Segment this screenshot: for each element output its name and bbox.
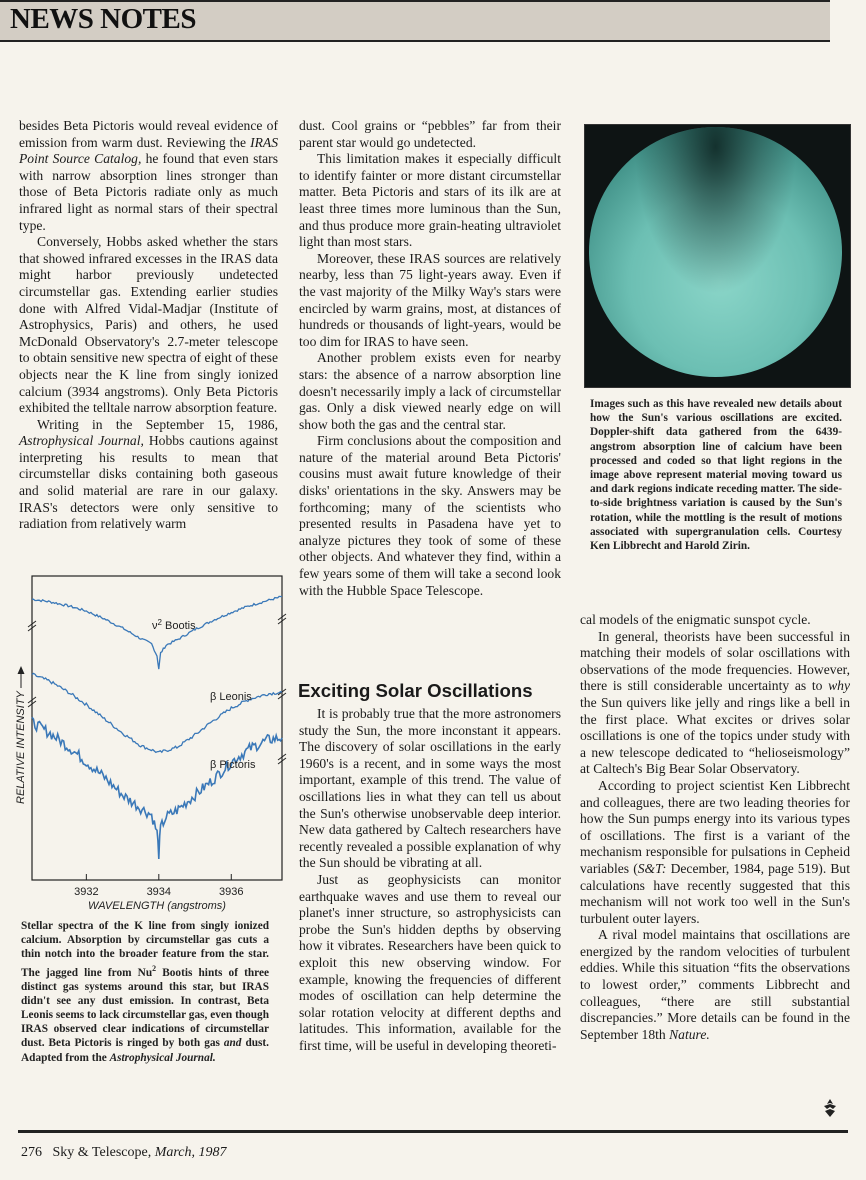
series-line-2: [32, 673, 282, 752]
chart-x-ticks: [74, 874, 243, 898]
figure-caption: [21, 919, 269, 1065]
issue-date: March, 1987: [154, 1145, 227, 1160]
text-run: he found that even stars with narrow absorption lines stronger than those of Beta Pictoris radiate only as much infrared light as normal stars of their spectral type.: [19, 151, 278, 233]
series-line-1: [32, 596, 282, 669]
text-run: 2: [152, 963, 157, 973]
col2-paragraph-5: Firm conclusions about the composition and nature of the material around Beta Pictoris' cousins must await future knowledge of their disks' orientations in the sky. Answers may be forthcoming; many of the scientists who presented results in Pasadena have yet to analyze pictures they took of some of these other objects. And whatever they find, within a few years some of them will take a second look with the Hubble Space Telescope.: [299, 433, 561, 598]
col3-paragraph-3: [580, 778, 850, 927]
chart-y-label: RELATIVE INTENSITY: [15, 691, 27, 804]
col2b-paragraph-2: Just as geophysicists can monitor earthquake waves and use them to reveal our planet's inner structure, so astrophysicists can probe the Sun's hidden depths by observing how it vibrates. Researchers have been quick to exploit this new observing window. For example, knowing the frequencies of different modes of oscillation can help determine the solar rotation velocity at different depths and latitudes. This information, available for the first time, will be useful in developing theoreti-: [299, 871, 561, 1053]
x-tick-label: 3936: [219, 886, 244, 898]
page-footer: [21, 1145, 227, 1161]
end-mark-icon: [820, 1098, 840, 1118]
y-axis-arrow-icon: [18, 666, 25, 688]
text-run: Astrophysical Journal,: [19, 433, 144, 449]
photo-caption: Images such as this have revealed new details about how the Sun's various oscillations are excited. Doppler-shift data gathered from the 6439-angstrom absorption line of calcium have been processed and coded so that light regions in the image above represent material moving toward us and dark regions indicate receding matter. The side-to-side brightness variation is caused by the Sun's rotation, while the mottling is the result of motions associated with supergranulation cells. Courtesy Ken Libbrecht and Harold Zirin.: [590, 398, 842, 553]
footer-rule: [18, 1130, 848, 1133]
text-run: and: [223, 1037, 242, 1050]
section-title: NEWS NOTES: [10, 3, 196, 35]
text-run: Nature.: [669, 1026, 710, 1042]
column-1: [19, 118, 278, 533]
chart-series-group: [32, 596, 282, 859]
text-run: the Sun quivers like jelly and rings like a bell in the first place. What excites or drives solar oscillations is one of the topics under study with a new telescope dedicated to “helioseismology” at Caltech's Big Bear Solar Observatory.: [580, 694, 850, 777]
column-2: [299, 118, 561, 599]
sun-mottling: [589, 127, 842, 377]
text-run: December, 1984, page 519). But calculations have recently suggested that this mechanism will not work too well in the Sun's turbulent outer layers.: [580, 860, 850, 926]
col2-paragraph-1: dust. Cool grains or “pebbles” far from their parent star would go undetected.: [299, 118, 561, 150]
spectra-chart: [10, 572, 288, 917]
col2b-paragraph-1: It is probably true that the more astronomers study the Sun, the more inconstant it appears. The discovery of solar oscillations in the early 1960's is a recent, and in some ways the most important, example of this trend. The value of oscillations lies in what they can tell us about the Sun's otherwise unobservable deep interior. New data gathered by Caltech researchers have recently revealed a possible explanation of why the Sun should be vibrating at all.: [299, 706, 561, 871]
col3-paragraph-4: [580, 927, 850, 1043]
series-label-3: β Pictoris: [210, 759, 256, 771]
col1-paragraph-3: [19, 417, 278, 533]
column-3: [580, 612, 850, 1043]
section-header: [0, 0, 830, 42]
col3-paragraph-2: [580, 629, 850, 778]
text-run: besides Beta Pictoris would reveal evidence of emission from warm dust. Reviewing the: [19, 118, 278, 150]
col2-paragraph-2: This limitation makes it especially difficult to identify fainter or more distant circumstellar matter. Beta Pictoris and stars of its ilk are at least three times more luminous than the Sun, and thus produce more grain-heating ultraviolet light than most stars.: [299, 151, 561, 250]
text-run: In general, theorists have been successful in matching their models of solar oscillations with observations of the mode frequencies. However, there is still considerable uncertainty as to: [580, 628, 850, 694]
sun-doppler-image: [584, 124, 851, 388]
text-run: dust. Adapted from the: [21, 1037, 269, 1064]
col3-paragraph-1: cal models of the enigmatic sunspot cycle.: [580, 612, 811, 627]
text-run: Astrophysical Journal.: [109, 1051, 216, 1064]
text-run: According to project scientist Ken Libbrecht and colleagues, there are two leading theories for how the Sun pumps energy into its various types of oscillations. The first is a variant of the mechanism responsible for pulsations in Cepheid variables (: [580, 777, 850, 876]
text-run: Stellar spectra of the K line from singly ionized calcium. Absorption by circumstellar gas cuts a thin notch into the broader feature from the star. The jagged line from Nu: [21, 920, 269, 979]
series-label-2: β Leonis: [210, 691, 252, 703]
text-run: Bootis hints of three distinct gas systems around this star, but IRAS didn't see any dust emission. In contrast, Beta Leonis seems to lack circumstellar gas, even though IRAS observed clear indications of circumstellar dust. Beta Pictoris is ringed by both gas: [21, 966, 269, 1050]
series-line-3: [32, 717, 282, 859]
sun-disk: [589, 127, 842, 377]
x-tick-label: 3934: [146, 886, 172, 898]
column-2-lower: [299, 706, 561, 1054]
col2-paragraph-4: Another problem exists even for nearby stars: the absence of a narrow absorption line doesn't necessarily imply a lack of circumstellar gas. Only a disk viewed nearly edge on will show both the gas and the central star.: [299, 350, 561, 432]
text-run: Writing in the September 15, 1986,: [37, 416, 278, 432]
x-tick-label: 3932: [74, 886, 99, 898]
section-heading: Exciting Solar Oscillations: [298, 680, 533, 701]
col1-paragraph-2: Conversely, Hobbs asked whether the stars that showed infrared excesses in the IRAS data might harbor previously undetected circumstellar gas. Extending earlier studies done with Alfred Vidal-Madjar (Institute of Astrophysics, Paris) and others, he used McDonald Observatory's 2.7-meter telescope to obtain sensitive new spectra of eight of these objects near the K line from singly ionized calcium (3934 angstroms). Only Beta Pictoris exhibited the telltale narrow absorption feature.: [19, 234, 278, 416]
text-run: A rival model maintains that oscillations are energized by the random velocities of turbulent eddies. While this situation “fits the observations to lowest order,” comments Libbrecht and colleagues, “there are still substantial discrepancies.” More details can be found in the September 18th: [580, 927, 850, 1042]
text-run: Hobbs cautions against interpreting his results to mean that circumstellar disks containing both gaseous and solid material are rare in our galaxy. IRAS's detectors were only sensitive to radiation from relatively warm: [19, 433, 279, 532]
page-number: 276: [21, 1145, 42, 1160]
text-run: S&T:: [637, 860, 667, 876]
col1-paragraph-1: [19, 118, 278, 234]
text-run: why: [828, 678, 850, 694]
chart-x-label: WAVELENGTH (angstroms): [88, 900, 226, 912]
text-run: IRAS Point Source Catalog,: [19, 134, 278, 167]
axis-break-marks: [28, 614, 286, 764]
magazine-name: Sky & Telescope,: [52, 1145, 152, 1160]
series-label-1: $\nu^2$ Bootis: [152, 618, 196, 632]
chart-series-labels: [152, 618, 256, 771]
col2-paragraph-3: Moreover, these IRAS sources are relatively nearby, less than 75 light-years away. Even if the vast majority of the Milky Way's stars were encircled by warm grains, most, at distances of hundreds or thousands of light-years, would be too dim for IRAS to have seen.: [299, 250, 561, 349]
